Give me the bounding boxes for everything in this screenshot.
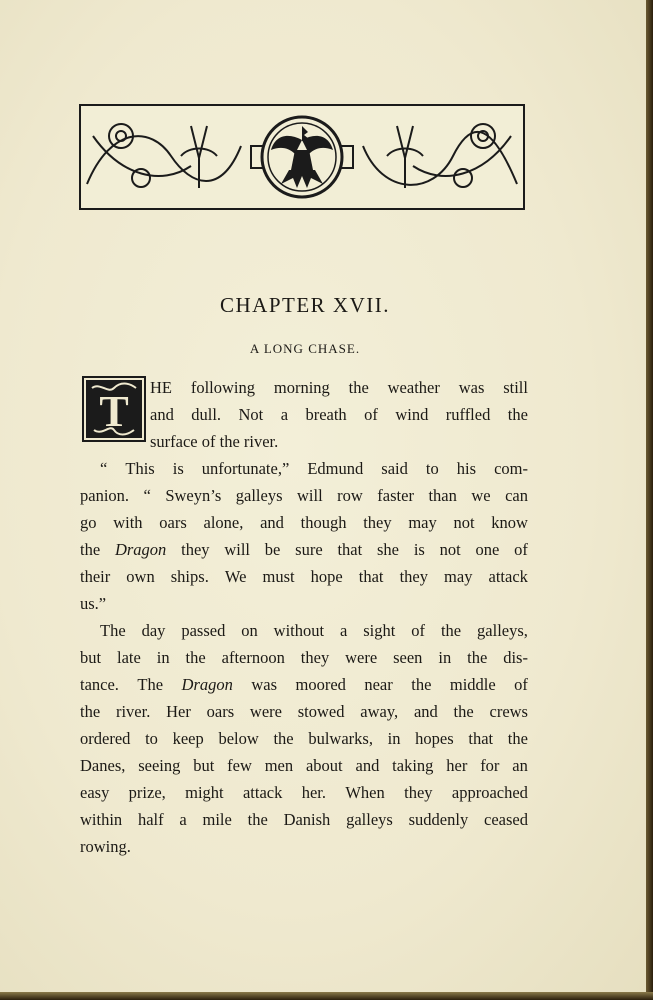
word: bulwarks, <box>308 729 373 748</box>
text-line <box>100 621 528 641</box>
text-line <box>80 513 528 533</box>
word: one <box>475 540 500 559</box>
word: not <box>439 540 461 559</box>
word: than <box>428 486 457 505</box>
word: sight <box>363 621 396 640</box>
page-edge <box>646 0 653 1000</box>
word: Edmund <box>307 459 364 478</box>
word: with <box>113 513 143 532</box>
word: said <box>381 459 408 478</box>
word: may <box>408 513 437 532</box>
word: the <box>507 729 528 748</box>
word: is <box>172 459 184 478</box>
word: men <box>264 756 294 775</box>
word: not <box>453 513 475 532</box>
text-line <box>80 810 528 830</box>
word: the <box>440 621 462 640</box>
word: attack <box>242 783 283 802</box>
word: The <box>100 621 126 640</box>
drop-cap <box>82 376 146 442</box>
word: a <box>340 621 348 640</box>
text-line <box>150 378 528 398</box>
word: was <box>251 675 278 694</box>
word: dull. <box>191 405 222 424</box>
text-line <box>80 702 528 722</box>
text-line <box>80 837 131 857</box>
word: of <box>364 405 378 424</box>
word: mile <box>202 810 232 829</box>
text-run: us.” <box>80 594 107 613</box>
word: know <box>491 513 528 532</box>
word: com- <box>494 459 528 478</box>
word: were <box>249 702 282 721</box>
word: on <box>241 621 258 640</box>
word: ships. <box>170 567 209 586</box>
word: unfortunate,” <box>201 459 290 478</box>
word: that <box>468 729 494 748</box>
word: wind <box>395 405 429 424</box>
word: but <box>193 756 215 775</box>
word: their <box>80 567 111 586</box>
word: be <box>264 540 281 559</box>
word: and <box>413 702 438 721</box>
word: keep <box>172 729 204 748</box>
word: though <box>300 513 347 532</box>
word: an <box>512 756 528 775</box>
word: to <box>145 729 158 748</box>
word: seeing <box>138 756 181 775</box>
word: following <box>190 378 256 397</box>
word: This <box>125 459 155 478</box>
word: half <box>137 810 164 829</box>
word: they <box>300 648 330 667</box>
word: The <box>137 675 164 694</box>
word: that <box>358 567 384 586</box>
text-line <box>80 594 106 614</box>
word: was <box>458 378 485 397</box>
word: hopes <box>415 729 454 748</box>
text-line <box>150 405 528 425</box>
word: the <box>507 405 528 424</box>
word: her. <box>301 783 327 802</box>
word: attack <box>488 567 528 586</box>
word: to <box>425 459 439 478</box>
word: approached <box>451 783 528 802</box>
word: tance. <box>80 675 119 694</box>
word: is <box>413 540 425 559</box>
word: near <box>364 675 393 694</box>
word: in <box>438 648 452 667</box>
word: taking <box>392 756 434 775</box>
word: Sweyn’s <box>165 486 222 505</box>
word: alone, <box>203 513 244 532</box>
word: were <box>345 648 378 667</box>
italic-word: Dragon <box>181 675 233 694</box>
word: panion. <box>80 486 130 505</box>
word: his <box>456 459 477 478</box>
word: galleys <box>235 486 283 505</box>
word: seen <box>393 648 423 667</box>
word: day <box>141 621 166 640</box>
word: sure <box>295 540 323 559</box>
word: “ <box>143 486 151 505</box>
word: Not <box>238 405 264 424</box>
text-line <box>150 432 278 452</box>
word: about <box>305 756 343 775</box>
word: few <box>227 756 252 775</box>
word: a <box>280 405 289 424</box>
text-line <box>80 567 528 587</box>
word: river. <box>115 702 151 721</box>
word: When <box>345 783 385 802</box>
word: Danes, <box>80 756 126 775</box>
page-edge-bottom <box>0 992 653 1000</box>
word: morning <box>273 378 330 397</box>
word: they <box>181 540 210 559</box>
word: she <box>377 540 400 559</box>
ornate-letter-icon <box>84 378 144 440</box>
word: the <box>80 540 101 559</box>
word: crews <box>489 702 528 721</box>
word: we <box>471 486 491 505</box>
text-line <box>80 729 528 749</box>
word: for <box>480 756 500 775</box>
word: passed <box>181 621 226 640</box>
word: faster <box>377 486 414 505</box>
word: row <box>337 486 363 505</box>
word: own <box>126 567 155 586</box>
text-line <box>80 756 528 776</box>
word: moored <box>295 675 346 694</box>
word: late <box>117 648 141 667</box>
word: and <box>150 405 174 424</box>
word: a <box>179 810 187 829</box>
chapter-title: CHAPTER XVII. <box>220 293 390 317</box>
word: without <box>273 621 325 640</box>
word: must <box>262 567 295 586</box>
chapter-subtitle: A LONG CHASE. <box>249 341 361 356</box>
word: below <box>218 729 259 748</box>
word: they <box>399 567 428 586</box>
word: suddenly <box>408 810 469 829</box>
text-line <box>80 540 528 560</box>
word: galleys <box>346 810 393 829</box>
word: middle <box>449 675 496 694</box>
word: can <box>505 486 528 505</box>
word: We <box>224 567 247 586</box>
text-line <box>80 648 528 668</box>
word: the <box>453 702 474 721</box>
word: galleys, <box>477 621 528 640</box>
word: will <box>224 540 250 559</box>
word: the <box>80 702 101 721</box>
word: and <box>355 756 380 775</box>
word: they <box>363 513 392 532</box>
word: away, <box>360 702 399 721</box>
word: ruffled <box>445 405 491 424</box>
word: the <box>247 810 268 829</box>
word: breath <box>305 405 347 424</box>
word: oars <box>159 513 187 532</box>
word: in <box>156 648 170 667</box>
word: they <box>404 783 433 802</box>
word: her <box>446 756 468 775</box>
word: ceased <box>484 810 528 829</box>
word: in <box>387 729 401 748</box>
word: prize, <box>128 783 166 802</box>
italic-word: Dragon <box>114 540 167 559</box>
word: and <box>260 513 284 532</box>
word: weather <box>387 378 440 397</box>
text-run: rowing. <box>80 837 131 856</box>
word: “ <box>100 459 108 478</box>
word: dis- <box>503 648 528 667</box>
text-line <box>80 783 528 803</box>
word: HE <box>150 378 172 397</box>
word: may <box>444 567 473 586</box>
text-line <box>80 486 528 506</box>
ornamental-headpiece <box>79 104 525 210</box>
word: the <box>273 729 294 748</box>
word: stowed <box>297 702 345 721</box>
word: but <box>80 648 102 667</box>
drop-cap-letter: T <box>99 387 129 436</box>
text-line <box>100 459 528 479</box>
word: that <box>337 540 363 559</box>
text-run: surface of the river. <box>150 432 279 451</box>
word: of <box>514 675 528 694</box>
word: the <box>411 675 432 694</box>
word: the <box>185 648 206 667</box>
word: will <box>296 486 323 505</box>
eagle-scroll-headpiece-icon <box>81 106 523 208</box>
word: the <box>348 378 369 397</box>
word: Danish <box>283 810 331 829</box>
word: within <box>80 810 123 829</box>
word: still <box>503 378 528 397</box>
word: oars <box>206 702 235 721</box>
word: of <box>514 540 528 559</box>
word: Her <box>166 702 191 721</box>
word: easy <box>80 783 110 802</box>
text-line <box>80 675 528 695</box>
word: ordered <box>80 729 131 748</box>
word: go <box>80 513 97 532</box>
word: of <box>411 621 426 640</box>
word: afternoon <box>221 648 285 667</box>
word: hope <box>310 567 343 586</box>
word: might <box>185 783 224 802</box>
word: the <box>467 648 488 667</box>
